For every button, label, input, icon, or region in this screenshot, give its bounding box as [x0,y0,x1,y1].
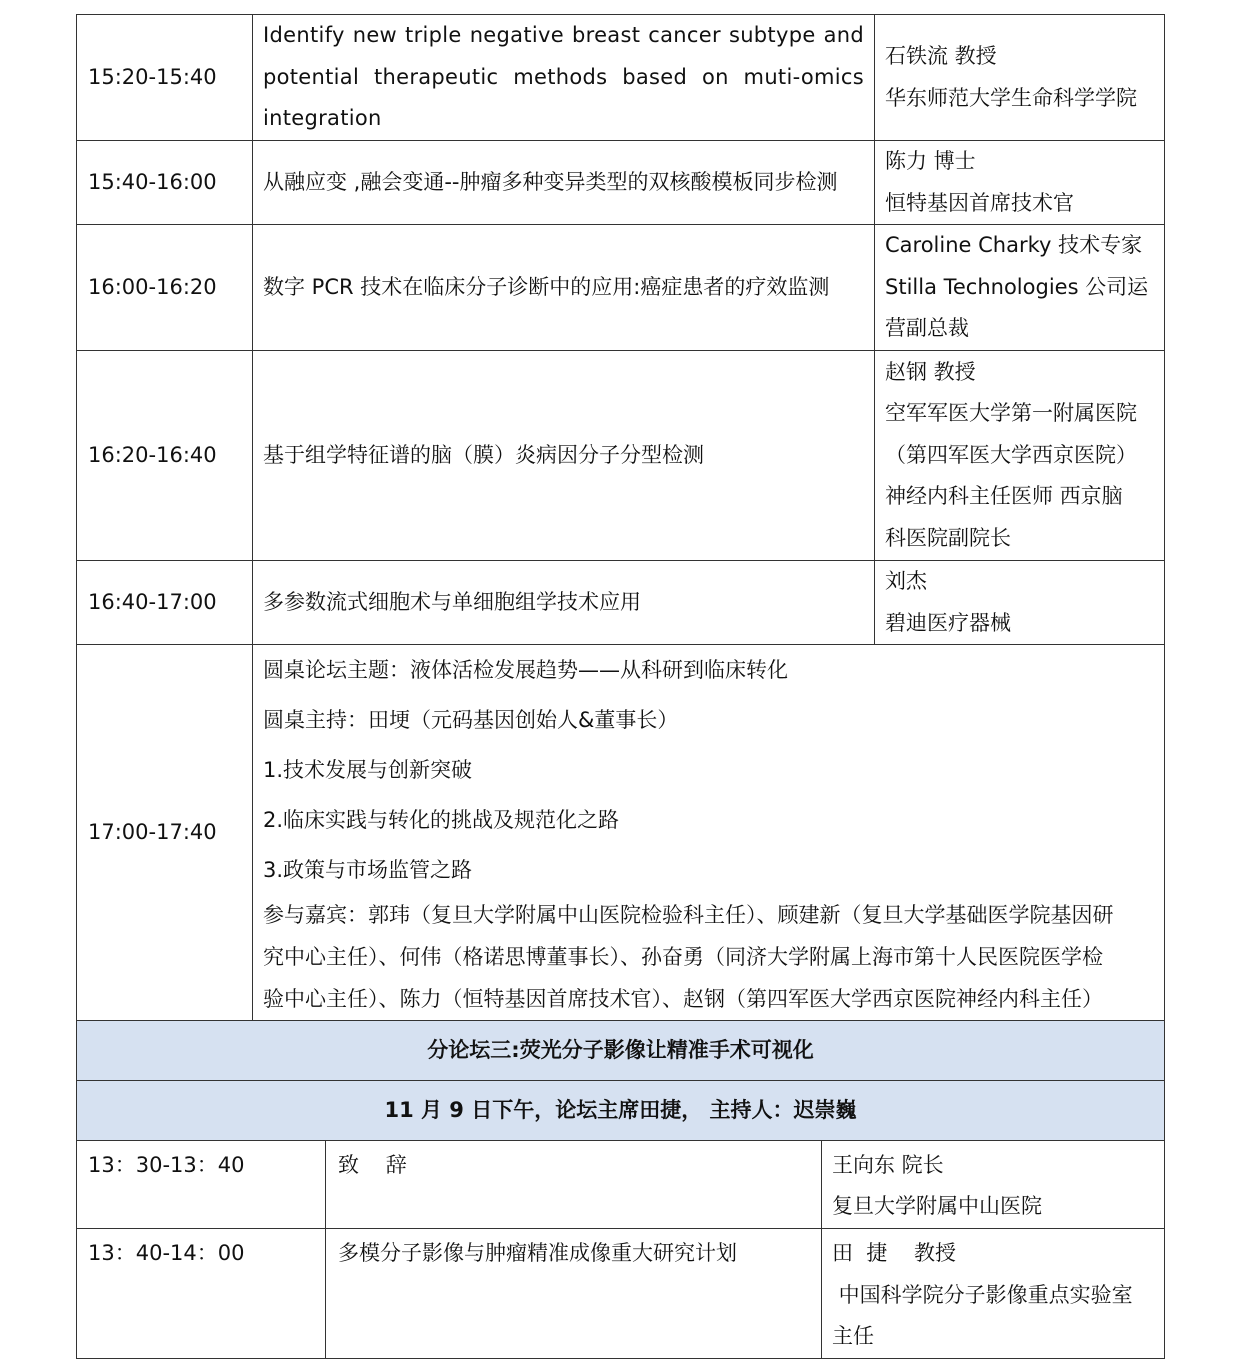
speaker-name: 刘杰 [885,569,927,594]
speaker-affiliation: 复旦大学附属中山医院 [832,1194,1042,1219]
time-cell: 15:20-15:40 [77,15,253,141]
table-row [77,141,1165,225]
speaker-cell [822,1229,1165,1359]
speaker-affiliation: 中国科学院分子影像重点实验室 [832,1282,1133,1307]
forum-session-row [77,1081,1165,1141]
agenda-sheet [76,14,1164,1359]
time-cell: 15:40-16:00 [77,141,253,225]
table-row [77,225,1165,351]
speaker-name: 王向东 院长 [832,1152,944,1177]
speaker-affiliation: 华东师范大学生命科学学院 [885,85,1137,110]
topic-cell: 从融应变 ,融会变通--肿瘤多种变异类型的双核酸模板同步检测 [253,141,875,225]
time-cell: 13：40-14：00 [77,1229,326,1359]
roundtable-point: 3.政策与市场监管之路 [263,858,473,883]
speaker-name: 石铁流 教授 [885,43,997,68]
roundtable-theme: 圆桌论坛主题：液体活检发展趋势——从科研到临床转化 [263,658,788,683]
speaker-cell [875,225,1165,351]
speaker-affiliation: 恒特基因首席技术官 [885,190,1074,215]
table-row [77,351,1165,561]
topic-cell: 多参数流式细胞术与单细胞组学技术应用 [253,561,875,645]
roundtable-cell [253,645,1165,1021]
speaker-cell [875,15,1165,141]
speaker-affiliation: 空军军医大学第一附属医院 [885,401,1137,426]
topic-cell: 基于组学特征谱的脑（膜）炎病因分子分型检测 [253,351,875,561]
speaker-affiliation: 营副总裁 [885,316,969,341]
forum-title-row [77,1021,1165,1081]
speaker-cell [875,141,1165,225]
table-row [77,645,1165,1021]
time-cell: 16:20-16:40 [77,351,253,561]
table-row [77,1229,1165,1359]
roundtable-point: 2.临床实践与转化的挑战及规范化之路 [263,808,620,833]
roundtable-guests: 参与嘉宾：郭玮（复旦大学附属中山医院检验科主任）、顾建新（复旦大学基础医学院基因研 [263,903,1114,928]
topic-cell: 数字 PCR 技术在临床分子诊断中的应用:癌症患者的疗效监测 [253,225,875,351]
speaker-cell [875,561,1165,645]
speaker-affiliation: 主任 [832,1324,874,1349]
speaker-affiliation: Stilla Technologies 公司运 [885,274,1149,299]
roundtable-guests: 验中心主任）、陈力（恒特基因首席技术官）、赵钢（第四军医大学西京医院神经内科主任） [263,986,1103,1011]
roundtable-point: 1.技术发展与创新突破 [263,758,473,783]
speaker-affiliation: 神经内科主任医师 西京脑 [885,484,1123,509]
table-row [77,15,1165,141]
speaker-name: 陈力 博士 [885,149,976,173]
time-cell: 17:00-17:40 [77,645,253,1021]
time-cell: 13：30-13：40 [77,1140,326,1228]
roundtable-host: 圆桌主持：田埂（元码基因创始人&董事长） [263,708,679,733]
time-cell: 16:40-17:00 [77,561,253,645]
topic-cell: Identify new triple negative breast cancer subtype and potential therapeutic methods based on muti-omics integration [253,15,875,141]
speaker-affiliation: 科医院副院长 [885,526,1011,551]
time-cell: 16:00-16:20 [77,225,253,351]
speaker-cell [875,351,1165,561]
speaker-name: Caroline Charky 技术专家 [885,233,1143,258]
topic-cell: 致 辞 [326,1140,822,1228]
forum-session: 11 月 9 日下午，论坛主席田捷， 主持人：迟崇巍 [77,1081,1165,1141]
speaker-cell [822,1140,1165,1228]
roundtable-guests: 究中心主任）、何伟（格诺思博董事长）、孙奋勇（同济大学附属上海市第十人民医院医学检 [263,945,1103,970]
table-row [77,1140,1165,1228]
speaker-name: 田 捷 教授 [832,1241,957,1266]
topic-cell: 多模分子影像与肿瘤精准成像重大研究计划 [326,1229,822,1359]
agenda-table-upper [76,14,1165,1141]
speaker-name: 赵钢 教授 [885,359,976,384]
speaker-affiliation: （第四军医大学西京医院） [885,442,1137,467]
forum-title: 分论坛三:荧光分子影像让精准手术可视化 [77,1021,1165,1081]
agenda-table-lower [76,1140,1165,1359]
speaker-affiliation: 碧迪医疗器械 [885,610,1011,635]
table-row [77,561,1165,645]
